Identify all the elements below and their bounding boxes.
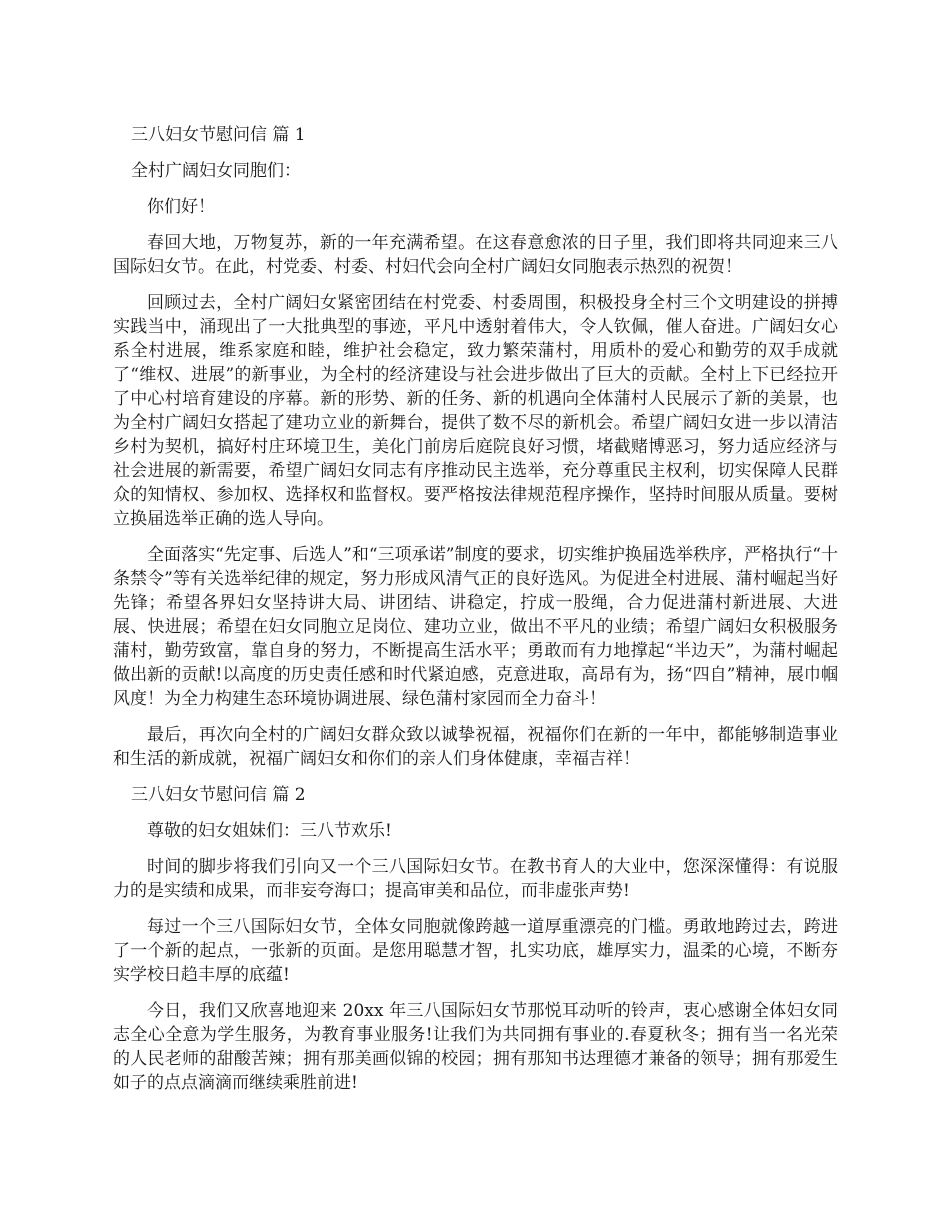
document-page bbox=[113, 123, 838, 1107]
paragraph: 尊敬的妇女姐妹们：三八节欢乐! bbox=[147, 821, 392, 841]
paragraph: 全面落实“先定事、后选人”和“三项承诺”制度的要求，切实维护换届选举秩序，严格执行“十条禁令”等有关选举纪律的规定，努力形成风清气正的良好选风。为促进全村进展、蒲村崛起当好先锋；希望各界妇女坚持讲大局、讲团结、讲稳定，拧成一股绳，合力促进蒲村新进展、大进展、快进展；希望在妇女同胞立足岗位、建功立业，做出不平凡的业绩；希望广阔妇女积极服务蒲村，勤劳致富，靠自身的努力，不断提高生活水平；勇敢而有力地撑起“半边天”，为蒲村崛起做出新的贡献!以高度的历史责任感和时代紧迫感，克意进取，高昂有为，扬“四自”精神，展巾帼风度！为全力构建生态环境协调进展、绿色蒲村家园而全力奋斗！ bbox=[113, 545, 838, 709]
paragraph: 今日，我们又欣喜地迎来 20xx 年三八国际妇女节那悦耳动听的铃声，衷心感谢全体妇女同志全心全意为学生服务，为教育事业服务!让我们为共同拥有事业的.春夏秋冬；拥有当一名光荣的人民老师的甜酸苦辣；拥有那美画似锦的校园；拥有那知书达理德才兼备的领导；拥有那爱生如子的点点滴滴而继续乘胜前进! bbox=[113, 1001, 838, 1093]
paragraph: 每过一个三八国际妇女节，全体女同胞就像跨越一道厚重漂亮的门槛。勇敢地跨过去，跨进了一个新的起点，一张新的页面。是您用聪慧才智，扎实功底，雄厚实力，温柔的心境，不断夯实学校日趋丰厚的底蕴! bbox=[113, 917, 838, 985]
section-1-salutation: 全村广阔妇女同胞们： bbox=[131, 161, 301, 181]
paragraph: 你们好！ bbox=[147, 197, 215, 217]
paragraph: 回顾过去，全村广阔妇女紧密团结在村党委、村委周围，积极投身全村三个文明建设的拼搏实践当中，涌现出了一大批典型的事迹，平凡中透射着伟大，令人钦佩，催人奋进。广阔妇女心系全村进展，维系家庭和睦，维护社会稳定，致力繁荣蒲村，用质朴的爱心和勤劳的双手成就了“维权、进展”的新事业，为全村的经济建设与社会进步做出了巨大的贡献。全村上下已经拉开了中心村培育建设的序幕。新的形势、新的任务、新的机遇向全体蒲村人民展示了新的美景，也为全村广阔妇女搭起了建功立业的新舞台，提供了数不尽的新机会。希望广阔妇女进一步以清洁乡村为契机，搞好村庄环境卫生，美化门前房后庭院良好习惯，堵截赌博恶习，努力适应经济与社会进展的新需要，希望广阔妇女同志有序推动民主选举，充分尊重民主权利，切实保障人民群众的知情权、参加权、选择权和监督权。要严格按法律规范程序操作，坚持时间服从质量。要树立换届选举正确的选人导向。 bbox=[113, 293, 838, 529]
paragraph: 春回大地，万物复苏，新的一年充满希望。在这春意愈浓的日子里，我们即将共同迎来三八国际妇女节。在此，村党委、村委、村妇代会向全村广阔妇女同胞表示热烈的祝贺！ bbox=[113, 233, 838, 277]
section-2-title: 三八妇女节慰问信 篇 2 bbox=[131, 785, 306, 805]
section-1-title: 三八妇女节慰问信 篇 1 bbox=[131, 125, 306, 145]
paragraph: 最后，再次向全村的广阔妇女群众致以诚挚祝福，祝福你们在新的一年中，都能够制造事业和生活的新成就，祝福广阔妇女和你们的亲人们身体健康，幸福吉祥！ bbox=[113, 725, 838, 769]
paragraph: 时间的脚步将我们引向又一个三八国际妇女节。在教书育人的大业中，您深深懂得：有说服力的是实绩和成果，而非妄夸海口；提高审美和品位，而非虚张声势! bbox=[113, 857, 838, 901]
